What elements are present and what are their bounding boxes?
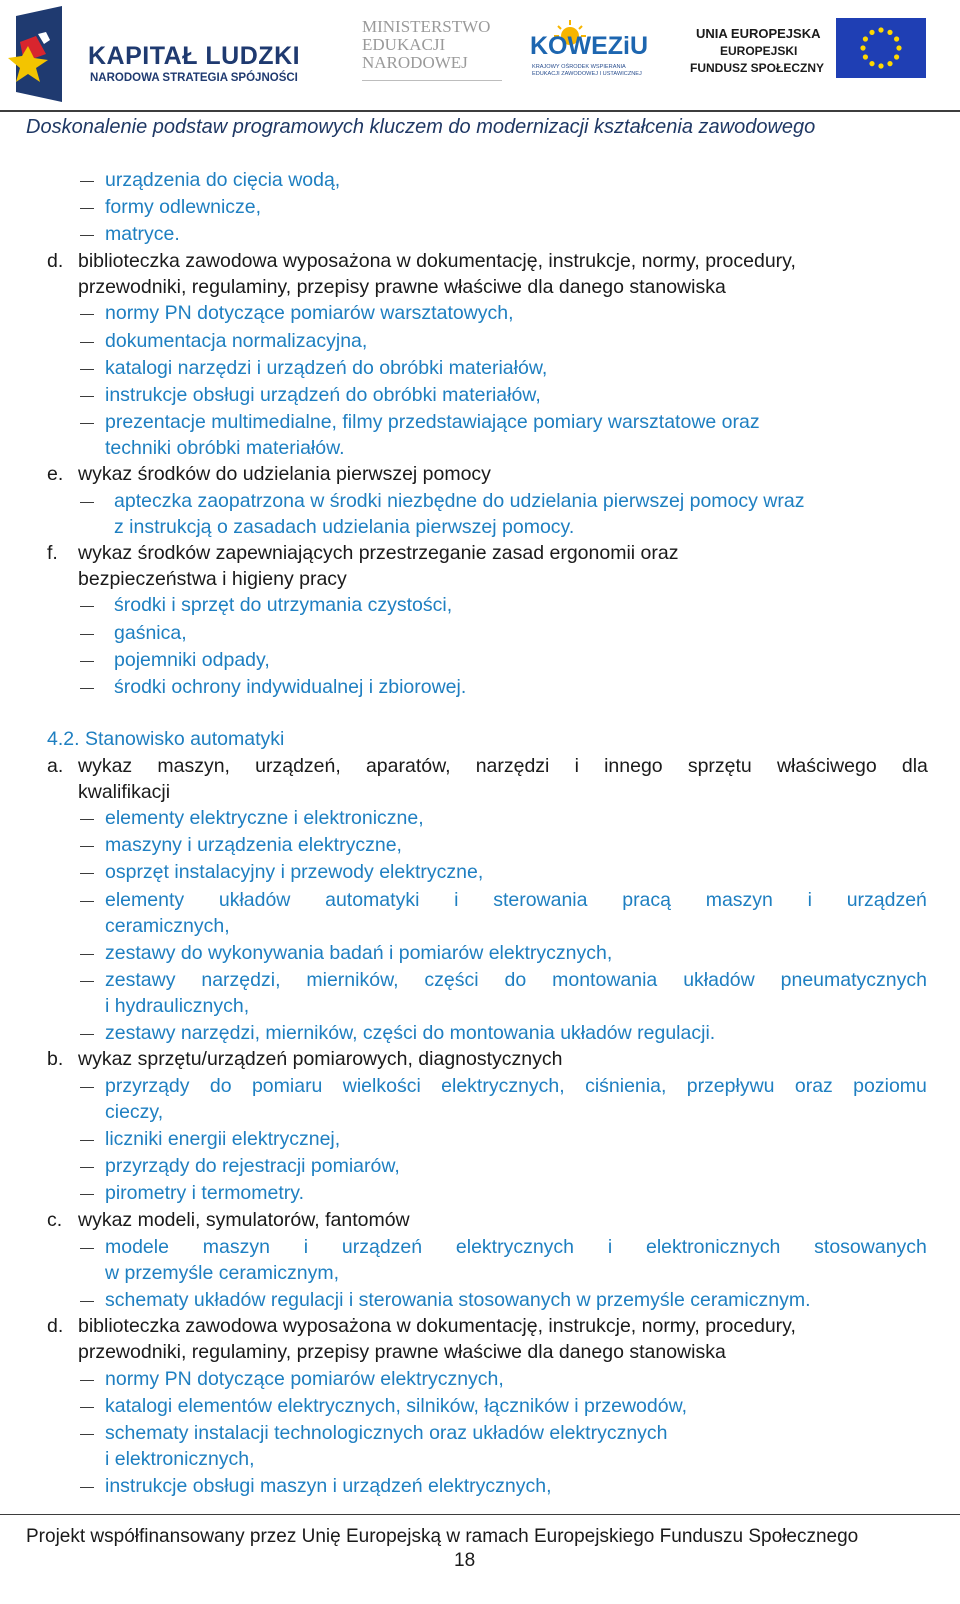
list-item: katalogi narzędzi i urządzeń do obróbki materiałów, [105,357,548,379]
kapital-ludzki-subtitle: NARODOWA STRATEGIA SPÓJNOŚCI [90,72,298,84]
list-heading-cont: kwalifikacji [78,781,171,803]
dash-bullet [80,1248,94,1249]
dash-bullet [80,901,94,902]
word: sprzętu [687,755,752,777]
dash-bullet [80,688,94,689]
list-item: pirometry i termometry. [105,1182,304,1204]
dash-bullet [80,1301,94,1302]
eu-flag-icon [836,18,926,78]
list-item-cont: i hydraulicznych, [105,995,250,1017]
ministerstwo-rule [362,80,502,81]
list-item-cont: w przemyśle ceramicznym, [105,1262,340,1284]
word: maszyn [202,1236,270,1258]
list-item: normy PN dotyczące pomiarów elektrycznych, [105,1368,504,1390]
word: dla [901,755,928,777]
word: i [607,1236,613,1258]
list-item: apteczka zaopatrzona w środki niezbędne do udzielania pierwszej pomocy wraz [114,490,805,512]
word: pomiaru [251,1075,323,1097]
dash-bullet [80,1140,94,1141]
dash-bullet [80,314,94,315]
word: poziomu [853,1075,927,1097]
ministerstwo-logo [362,18,502,78]
list-item: prezentacje multimedialne, filmy przedstawiające pomiary warsztatowe oraz [105,411,760,433]
list-heading: biblioteczka zawodowa wyposażona w dokumentację, instrukcje, normy, procedury, [78,1315,796,1337]
word: urządzeń, [255,755,341,777]
footer-text: Projekt współfinansowany przez Unię Europejską w ramach Europejskiego Funduszu Społecznego [26,1526,859,1547]
dash-bullet [80,1087,94,1088]
list-heading: wykaz środków do udzielania pierwszej pomocy [78,463,491,485]
list-item: katalogi elementów elektrycznych, silników, łączników i przewodów, [105,1395,688,1417]
list-item: przyrządy do rejestracji pomiarów, [105,1155,400,1177]
list-marker: d. [47,1315,64,1337]
word: elementy [105,889,185,911]
word: elektrycznych, [441,1075,565,1097]
list-item: matryce. [105,223,180,245]
list-item-justified [105,1235,927,1259]
word: przepływu [686,1075,775,1097]
logo-bar [0,0,960,110]
list-item: dokumentacja normalizacyjna, [105,330,368,352]
dash-bullet [80,1434,94,1435]
list-heading: biblioteczka zawodowa wyposażona w dokumentację, instrukcje, normy, procedury, [78,250,796,272]
word: wielkości [342,1075,421,1097]
list-item-cont: techniki obróbki materiałów. [105,437,345,459]
word: ciśnienia, [585,1075,667,1097]
word: mierników, [306,969,399,991]
dash-bullet [80,606,94,607]
word: i [807,889,812,911]
word: oraz [794,1075,833,1097]
ue-logo [690,24,950,84]
dash-bullet [80,981,94,982]
dash-bullet [80,819,94,820]
dash-bullet [80,369,94,370]
word: do [209,1075,232,1097]
dash-bullet [80,1487,94,1488]
ue-line-1: UNIA EUROPEJSKA [696,26,821,41]
word: do [504,969,527,991]
koweziu-subtitle [532,64,642,78]
list-marker: c. [47,1209,63,1231]
list-item-cont: i elektronicznych, [105,1448,255,1470]
dash-bullet [80,396,94,397]
koweziu-sub-line-2: EDUKACJI ZAWODOWEJ I USTAWICZNEJ [532,71,642,77]
list-item: normy PN dotyczące pomiarów warsztatowych, [105,302,514,324]
dash-bullet [80,1034,94,1035]
koweziu-wordmark: KOWEZiU [530,32,649,60]
word: elektronicznych [645,1236,781,1258]
word: maszyn, [157,755,230,777]
list-item: gaśnica, [114,622,187,644]
list-item: formy odlewnicze, [105,196,262,218]
list-item: liczniki energii elektrycznej, [105,1128,341,1150]
list-item: pojemniki odpady, [114,649,270,671]
list-item-justified [105,1074,927,1098]
word: i [574,755,579,777]
koweziu-logo [520,14,650,84]
list-heading-cont: bezpieczeństwa i higieny pracy [78,568,347,590]
list-heading-cont: przewodniki, regulaminy, przepisy prawne właściwe dla danego stanowiska [78,276,726,298]
word: zestawy [105,969,176,991]
word: maszyn [705,889,773,911]
list-item: instrukcje obsługi urządzeń do obróbki materiałów, [105,384,541,406]
dash-bullet [80,235,94,236]
list-heading-justified [78,754,928,778]
list-item: schematy układów regulacji i sterowania stosowanych w przemyśle ceramicznym. [105,1289,811,1311]
dash-bullet [80,502,94,503]
word: narzędzi, [201,969,281,991]
list-item: instrukcje obsługi maszyn i urządzeń elektrycznych, [105,1475,552,1497]
list-item: urządzenia do cięcia wodą, [105,169,341,191]
word: układów [683,969,755,991]
list-heading-cont: przewodniki, regulaminy, przepisy prawne właściwe dla danego stanowiska [78,1341,726,1363]
page-number: 18 [454,1550,476,1571]
koweziu-sub-line-1: KRAJOWY OŚRODEK WSPIERANIA [532,64,626,70]
document-title: Doskonalenie podstaw programowych kluczem do modernizacji kształcenia zawodowego [26,116,816,138]
dash-bullet [80,208,94,209]
kapital-ludzki-logo [6,6,306,106]
list-heading: wykaz środków zapewniających przestrzeganie zasad ergonomii oraz [78,542,679,564]
list-marker: e. [47,463,64,485]
dash-bullet [80,1407,94,1408]
list-marker: f. [47,542,58,564]
dash-bullet [80,634,94,635]
word: urządzeń [341,1236,423,1258]
list-item: środki ochrony indywidualnej i zbiorowej. [114,676,467,698]
list-item-cont: z instrukcją o zasadach udzielania pierwszej pomocy. [114,516,575,538]
list-item-justified [105,968,927,992]
word: automatyki [325,889,420,911]
word: elektrycznych [455,1236,575,1258]
list-marker: a. [47,755,64,777]
list-item: elementy elektryczne i elektroniczne, [105,807,424,829]
dash-bullet [80,342,94,343]
section-heading: 4.2. Stanowisko automatyki [47,728,285,750]
word: części [424,969,479,991]
kapital-ludzki-title: KAPITAŁ LUDZKI [88,42,301,70]
word: narzędzi [475,755,550,777]
header-rule [0,110,960,112]
word: pracą [622,889,671,911]
list-marker: d. [47,250,64,272]
ue-line-3: FUNDUSZ SPOŁECZNY [690,61,825,75]
word: sterowania [493,889,588,911]
list-item: zestawy do wykonywania badań i pomiarów elektrycznych, [105,942,613,964]
word: właściwego [776,755,877,777]
list-item-cont: cieczy, [105,1101,164,1123]
word: przyrządy [105,1075,190,1097]
dash-bullet [80,873,94,874]
ministerstwo-line-1: MINISTERSTWO [362,17,491,36]
dash-bullet [80,1194,94,1195]
dash-bullet [80,661,94,662]
dash-bullet [80,423,94,424]
word: stosowanych [814,1236,927,1258]
word: i [454,889,459,911]
list-marker: b. [47,1048,64,1070]
list-item: schematy instalacji technologicznych oraz układów elektrycznych [105,1422,668,1444]
word: i [303,1236,309,1258]
list-item-justified [105,888,927,912]
word: układów [218,889,291,911]
dash-bullet [80,954,94,955]
list-item: zestawy narzędzi, mierników, części do montowania układów regulacji. [105,1022,716,1044]
word: pneumatycznych [780,969,927,991]
kapital-ludzki-emblem-icon [6,6,70,106]
dash-bullet [80,181,94,182]
list-item: maszyny i urządzenia elektryczne, [105,834,402,856]
dash-bullet [80,1167,94,1168]
word: innego [604,755,663,777]
ue-line-2: EUROPEJSKI [720,44,798,58]
list-heading: wykaz sprzętu/urządzeń pomiarowych, diagnostycznych [78,1048,563,1070]
list-item: osprzęt instalacyjny i przewody elektryczne, [105,861,484,883]
dash-bullet [80,1380,94,1381]
list-item-cont: ceramicznych, [105,915,230,937]
ministerstwo-line-2: EDUKACJI [362,35,446,54]
word: modele [105,1236,169,1258]
list-heading: wykaz modeli, symulatorów, fantomów [78,1209,410,1231]
ministerstwo-line-3: NARODOWEJ [362,53,468,72]
word: montowania [552,969,658,991]
word: urządzeń [846,889,927,911]
dash-bullet [80,846,94,847]
footer-rule [0,1514,960,1515]
word: wykaz [78,755,133,777]
list-item: środki i sprzęt do utrzymania czystości, [114,594,453,616]
word: aparatów, [365,755,451,777]
